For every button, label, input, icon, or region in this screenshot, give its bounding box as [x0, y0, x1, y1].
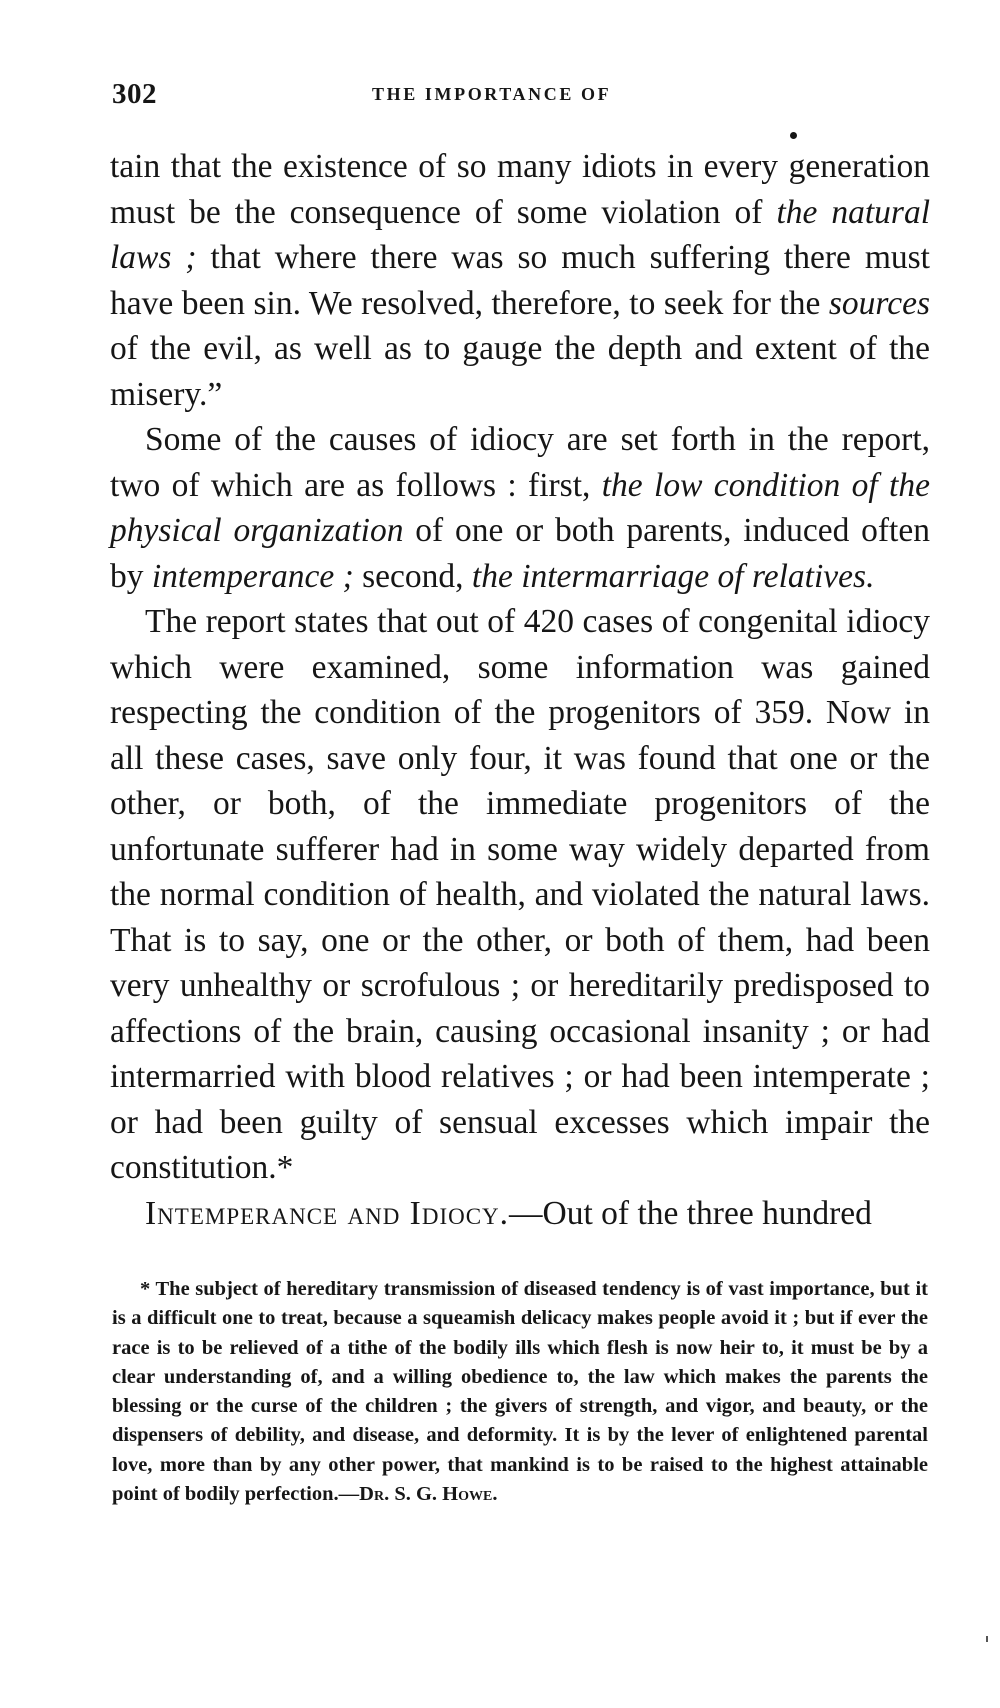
paragraph-causes	[110, 417, 930, 599]
italic-run: intemperance ;	[151, 557, 354, 595]
italic-run: the natural laws ;	[110, 193, 931, 276]
paragraph-report: The report states that out of 420 cases of congenital idiocy which were examined, some information was gained respecting the condition of the progenitors of 359. Now in all these cases, save only four, it was found that one or the other, or both, of the immediate progenitors of the unfortunate sufferer had in some way widely departed from the normal condition of health, and violated the natural laws. That is to say, one or the other, or both of them, had been very unhealthy or scrofulous ; or hereditarily predisposed to affections of the brain, causing occasional insanity ; or had intermarried with blood relatives ; or had been intemperate ; or had been guilty of sensual excesses which impair the constitution.*	[110, 603, 930, 1186]
page-number: 302	[112, 78, 157, 110]
text-run: that where there was so much suffering there must have been sin. We resolved, therefore, to seek for the	[110, 239, 930, 322]
footnote	[112, 1275, 928, 1509]
footnote-author: Dr. S. G. Howe.	[359, 1483, 498, 1506]
footnote-paragraph	[112, 1275, 928, 1509]
text-run: tain that the existence of so many idiots in every generation must be the consequence of some violation of	[110, 148, 930, 231]
text-run: of the evil, as well as to gauge the depth and extent of the misery.”	[110, 330, 930, 413]
printer-mark-dot	[790, 132, 797, 139]
section-heading: Intemperance and Idiocy.	[145, 1194, 510, 1232]
text-run: Some of the causes of idiocy are set forth in the report, two of which are as follows : first,	[110, 421, 930, 504]
text-run: of one or both parents, induced often by	[110, 512, 930, 595]
paragraph-intemperance	[110, 1191, 930, 1237]
main-text	[110, 144, 930, 1236]
text-run: second,	[353, 557, 472, 595]
page-header	[112, 78, 928, 118]
italic-run: the low condition of the physical organization	[110, 466, 930, 549]
text-run: —Out of the three hundred	[509, 1194, 872, 1232]
page-speck	[986, 1636, 988, 1642]
italic-run: sources	[828, 284, 930, 322]
paragraph-continued	[110, 144, 930, 417]
footnote-text: * The subject of hereditary transmission of diseased tendency is of vast importance, but it is a difficult one to treat, because a squeamish delicacy makes people avoid it ; but if ever the race is to be relieved of a tithe of the bodily ills which flesh is now heir to, it must be by a clear understanding of, and a willing obedience to, the law which makes the parents the blessing or the curse of the children ; the givers of strength, and vigor, and beauty, or the dispensers of debility, and disease, and deformity. It is by the lever of enlightened parental love, more than by any other power, that mankind is to be raised to the highest attainable point of bodily perfection.—	[112, 1278, 928, 1506]
running-title: THE IMPORTANCE OF	[372, 84, 612, 104]
italic-run: the intermarriage of relatives.	[471, 557, 875, 595]
